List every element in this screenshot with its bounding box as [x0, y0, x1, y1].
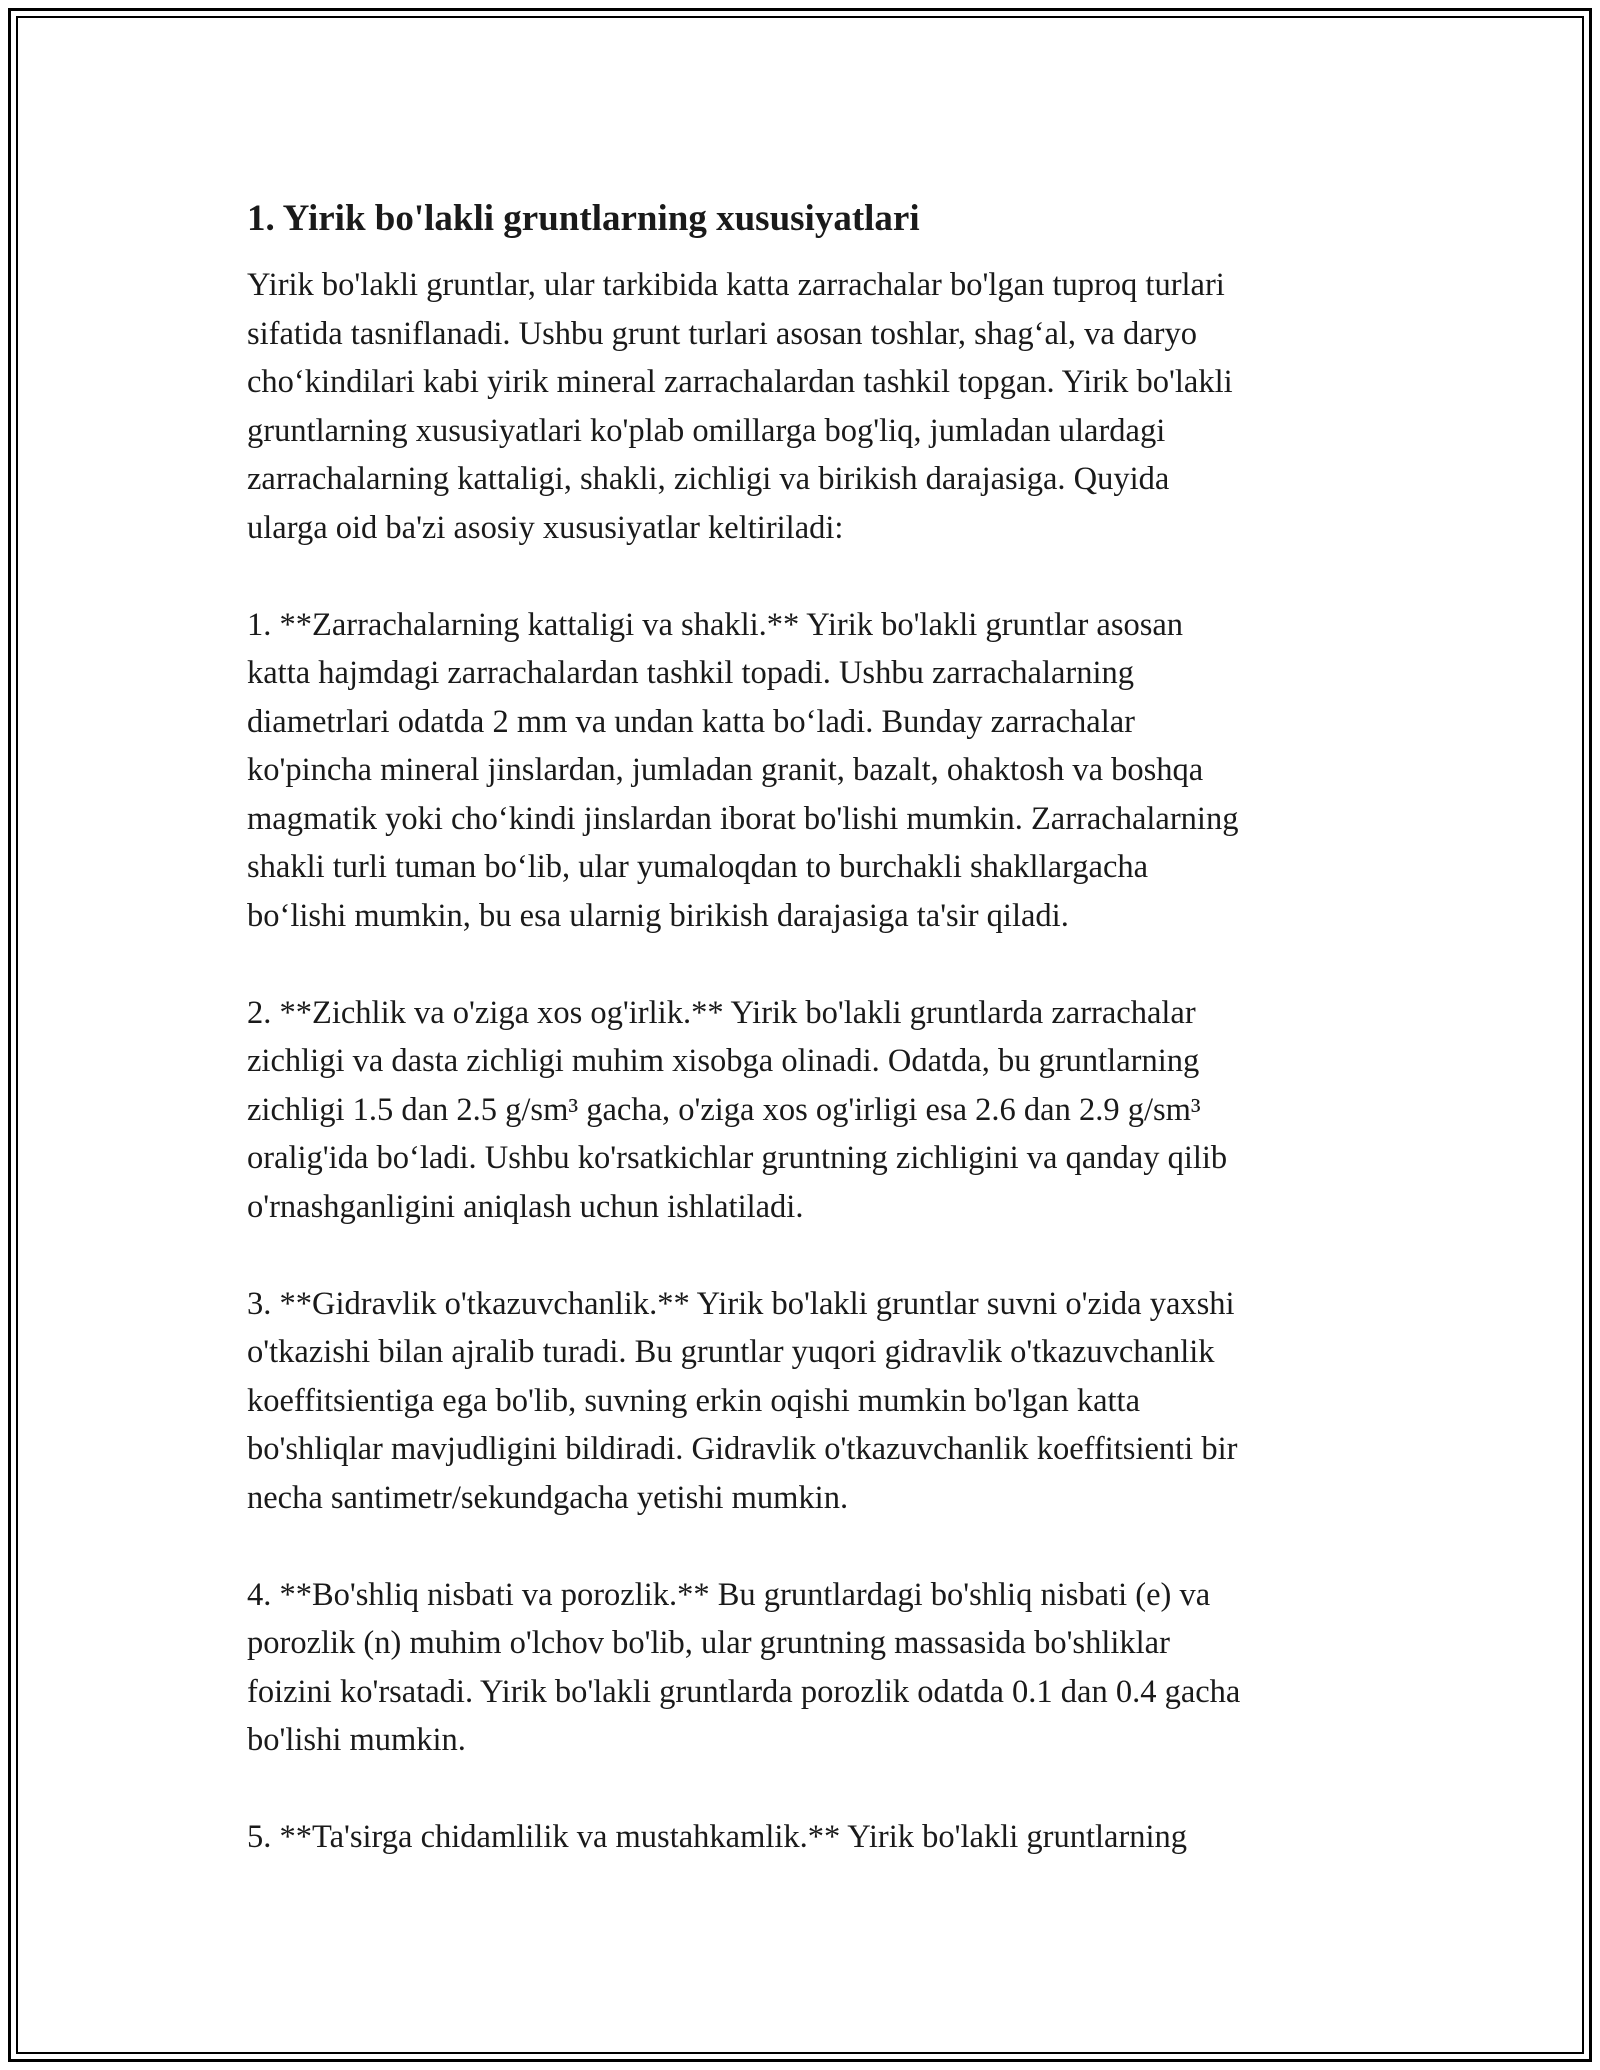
page-frame: [8, 8, 1592, 2062]
section-heading: 1. Yirik bo'lakli gruntlarning xususiyatlari: [247, 198, 920, 239]
list-item-strength: 5. **Ta'sirga chidamlilik va mustahkamlik.** Yirik bo'lakli gruntlarning: [247, 1819, 1188, 1855]
list-item-particle-size: 1. **Zarrachalarning kattaligi va shakli.** Yirik bo'lakli gruntlar asosan katta hajmdagi zarrachalardan tashkil topadi. Ushbu zarrachalarning diametrlari odatda 2 mm va undan katta bo‘ladi. Bunday zarrachalar ko'pincha mineral jinslardan, jumladan granit, bazalt, ohaktosh va boshqa magmatik yoki cho‘kindi jinslardan iborat bo'lishi mumkin. Zarrachalarning shakli turli tuman bo‘lib, ular yumaloqdan to burchakli shakllargacha bo‘lishi mumkin, bu esa ularnig birikish darajasiga ta'sir qiladi.: [247, 606, 1239, 934]
list-item-density: 2. **Zichlik va o'ziga xos og'irlik.** Yirik bo'lakli gruntlarda zarrachalar zichligi va dasta zichligi muhim xisobga olinadi. Odatda, bu gruntlarning zichligi 1.5 dan 2.5 g/sm³ gacha, o'ziga xos og'irligi esa 2.6 dan 2.9 g/sm³ oralig'ida bo‘ladi. Ushbu ko'rsatkichlar gruntning zichligini va qanday qilib o'rnashganligini aniqlash uchun ishlatiladi.: [247, 994, 1228, 1225]
intro-paragraph: Yirik bo'lakli gruntlar, ular tarkibida katta zarrachalar bo'lgan tuproq turlari sifatida tasniflanadi. Ushbu grunt turlari asosan toshlar, shag‘al, va daryo cho‘kindilari kabi yirik mineral zarrachalardan tashkil topgan. Yirik bo'lakli gruntlarning xususiyatlari ko'plab omillarga bog'liq, jumladan ulardagi zarrachalarning kattaligi, shakli, zichligi va birikish darajasiga. Quyida ularga oid ba'zi asosiy xususiyatlar keltiriladi:: [247, 267, 1233, 546]
list-item-hydraulic-conductivity: 3. **Gidravlik o'tkazuvchanlik.** Yirik bo'lakli gruntlar suvni o'zida yaxshi o'tkazishi bilan ajralib turadi. Bu gruntlar yuqori gidravlik o'tkazuvchanlik koeffitsientiga ega bo'lib, suvning erkin oqishi mumkin bo'lgan katta bo'shliqlar mavjudligini bildiradi. Gidravlik o'tkazuvchanlik koeffitsienti bir necha santimetr/sekundgacha yetishi mumkin.: [247, 1285, 1238, 1516]
document-body: [247, 197, 1377, 1910]
list-item-void-ratio: 4. **Bo'shliq nisbati va porozlik.** Bu gruntlardagi bo'shliq nisbati (e) va porozlik (n) muhim o'lchov bo'lib, ular gruntning massasida bo'shliklar foizini ko'rsatadi. Yirik bo'lakli gruntlarda porozlik odatda 0.1 dan 0.4 gacha bo'lishi mumkin.: [247, 1576, 1241, 1758]
